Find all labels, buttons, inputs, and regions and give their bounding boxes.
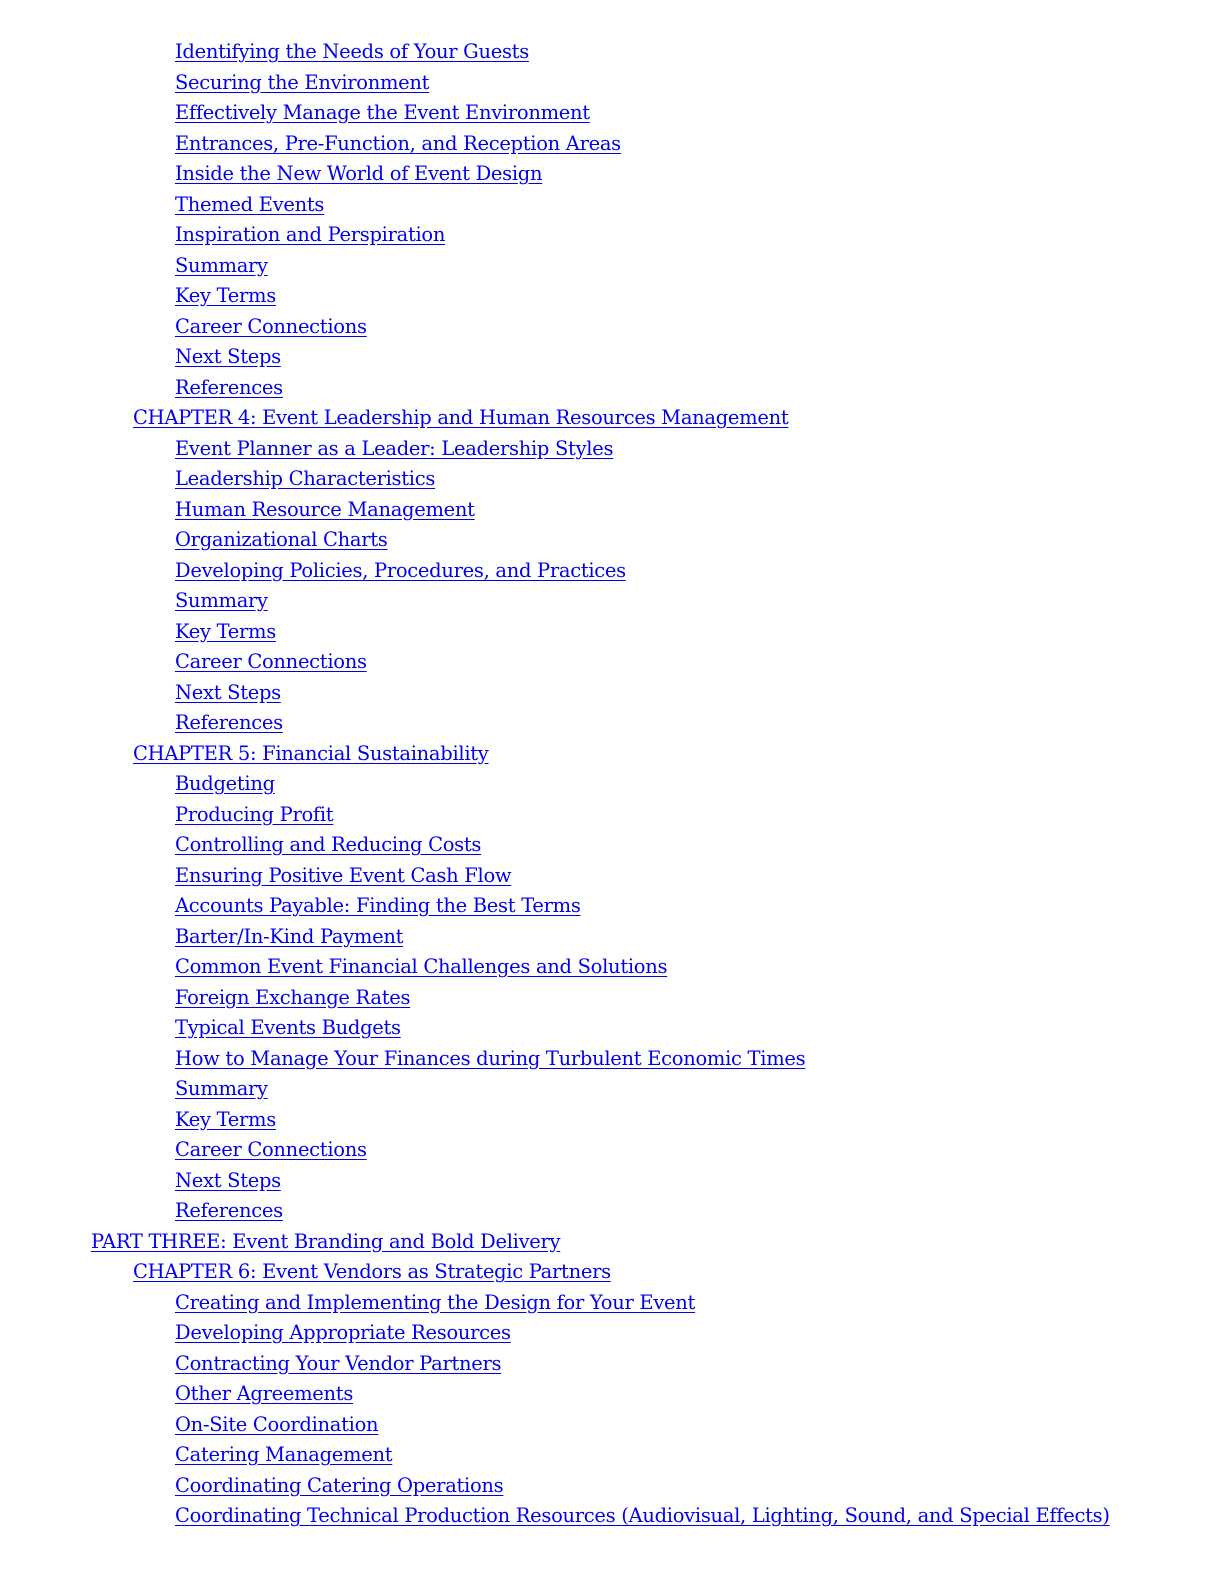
toc-section-entry	[0, 1288, 1224, 1319]
toc-section-entry	[0, 1044, 1224, 1075]
toc-section-entry	[0, 678, 1224, 709]
toc-link[interactable]: Barter/In-Kind Payment	[175, 924, 404, 948]
toc-link[interactable]: Developing Appropriate Resources	[175, 1321, 511, 1344]
toc-link[interactable]: Accounts Payable: Finding the Best Terms	[175, 894, 581, 917]
toc-link[interactable]: Producing Profit	[175, 802, 334, 826]
toc-section-entry	[0, 434, 1224, 465]
toc-link[interactable]: Controlling and Reducing Costs	[175, 833, 482, 856]
toc-section-entry	[0, 891, 1224, 922]
toc-link[interactable]: Coordinating Catering Operations	[175, 1473, 504, 1497]
toc-link[interactable]: How to Manage Your Finances during Turbulent Economic Times	[175, 1046, 806, 1070]
toc-chapter-entry	[0, 403, 1224, 434]
toc-section-entry	[0, 769, 1224, 800]
toc-section-entry	[0, 159, 1224, 190]
toc-link[interactable]: Common Event Financial Challenges and Solutions	[175, 955, 668, 978]
toc-link[interactable]: Career Connections	[175, 314, 367, 338]
toc-section-entry	[0, 1013, 1224, 1044]
toc-link[interactable]: References	[175, 1199, 283, 1222]
toc-link[interactable]: On-Site Coordination	[175, 1412, 379, 1436]
toc-section-entry	[0, 312, 1224, 343]
toc-section-entry	[0, 586, 1224, 617]
toc-link[interactable]: Next Steps	[175, 680, 281, 704]
toc-link[interactable]: Inspiration and Perspiration	[175, 223, 446, 246]
toc-section-entry	[0, 464, 1224, 495]
toc-section-entry	[0, 495, 1224, 526]
toc-section-entry	[0, 922, 1224, 953]
toc-link[interactable]: Inside the New World of Event Design	[175, 162, 543, 185]
toc-section-entry	[0, 861, 1224, 892]
toc-section-entry	[0, 129, 1224, 160]
toc-section-entry	[0, 1135, 1224, 1166]
toc-chapter-entry	[0, 739, 1224, 770]
toc-link[interactable]: Securing the Environment	[175, 70, 430, 94]
toc-link[interactable]: Effectively Manage the Event Environment	[175, 101, 590, 124]
toc-link[interactable]: CHAPTER 5: Financial Sustainability	[133, 741, 489, 765]
toc-section-entry	[0, 1471, 1224, 1502]
toc-link[interactable]: Summary	[175, 253, 268, 277]
toc-section-entry	[0, 342, 1224, 373]
toc-link[interactable]: Key Terms	[175, 284, 276, 307]
toc-link[interactable]: Budgeting	[175, 772, 275, 795]
toc-section-entry	[0, 1501, 1224, 1532]
toc-part-entry	[0, 1227, 1224, 1258]
toc-link[interactable]: Career Connections	[175, 1138, 367, 1161]
toc-link[interactable]: CHAPTER 4: Event Leadership and Human Resources Management	[133, 406, 789, 429]
toc-link[interactable]: Creating and Implementing the Design for Your Event	[175, 1290, 696, 1314]
toc-section-entry	[0, 617, 1224, 648]
toc-section-entry	[0, 281, 1224, 312]
toc-section-entry	[0, 1379, 1224, 1410]
toc-link[interactable]: PART THREE: Event Branding and Bold Delivery	[91, 1229, 561, 1253]
toc-link[interactable]: Coordinating Technical Production Resources (Audiovisual, Lighting, Sound, and Special Effects)	[175, 1504, 1110, 1527]
toc-section-entry	[0, 1318, 1224, 1349]
toc-link[interactable]: References	[175, 711, 283, 734]
toc-link[interactable]: Other Agreements	[175, 1382, 354, 1405]
toc-link[interactable]: Entrances, Pre-Function, and Reception Areas	[175, 131, 621, 155]
toc-link[interactable]: References	[175, 375, 283, 399]
toc-link[interactable]: Contracting Your Vendor Partners	[175, 1351, 502, 1375]
table-of-contents	[0, 37, 1224, 1532]
toc-section-entry	[0, 800, 1224, 831]
toc-link[interactable]: Typical Events Budgets	[175, 1016, 401, 1039]
toc-link[interactable]: Catering Management	[175, 1443, 393, 1466]
toc-section-entry	[0, 1440, 1224, 1471]
toc-link[interactable]: CHAPTER 6: Event Vendors as Strategic Partners	[133, 1260, 611, 1283]
toc-section-entry	[0, 1196, 1224, 1227]
toc-link[interactable]: Ensuring Positive Event Cash Flow	[175, 863, 512, 887]
toc-section-entry	[0, 37, 1224, 68]
toc-link[interactable]: Foreign Exchange Rates	[175, 985, 411, 1009]
toc-section-entry	[0, 1105, 1224, 1136]
toc-link[interactable]: Next Steps	[175, 1168, 281, 1192]
toc-link[interactable]: Event Planner as a Leader: Leadership Styles	[175, 436, 614, 460]
toc-chapter-entry	[0, 1257, 1224, 1288]
toc-link[interactable]: Human Resource Management	[175, 497, 475, 521]
toc-section-entry	[0, 220, 1224, 251]
toc-section-entry	[0, 1166, 1224, 1197]
toc-section-entry	[0, 190, 1224, 221]
toc-section-entry	[0, 1074, 1224, 1105]
toc-link[interactable]: Key Terms	[175, 619, 276, 643]
toc-section-entry	[0, 251, 1224, 282]
toc-link[interactable]: Identifying the Needs of Your Guests	[175, 40, 529, 63]
toc-section-entry	[0, 1410, 1224, 1441]
toc-section-entry	[0, 708, 1224, 739]
toc-section-entry	[0, 556, 1224, 587]
toc-link[interactable]: Summary	[175, 1077, 268, 1100]
toc-section-entry	[0, 647, 1224, 678]
toc-section-entry	[0, 98, 1224, 129]
toc-link[interactable]: Next Steps	[175, 345, 281, 368]
toc-link[interactable]: Organizational Charts	[175, 528, 388, 551]
toc-link[interactable]: Key Terms	[175, 1107, 276, 1131]
toc-link[interactable]: Leadership Characteristics	[175, 467, 436, 490]
toc-link[interactable]: Developing Policies, Procedures, and Practices	[175, 558, 626, 582]
toc-section-entry	[0, 525, 1224, 556]
toc-section-entry	[0, 68, 1224, 99]
toc-section-entry	[0, 373, 1224, 404]
toc-section-entry	[0, 1349, 1224, 1380]
toc-link[interactable]: Career Connections	[175, 650, 367, 673]
toc-section-entry	[0, 830, 1224, 861]
toc-section-entry	[0, 983, 1224, 1014]
toc-section-entry	[0, 952, 1224, 983]
toc-link[interactable]: Summary	[175, 589, 268, 612]
toc-link[interactable]: Themed Events	[175, 192, 325, 216]
